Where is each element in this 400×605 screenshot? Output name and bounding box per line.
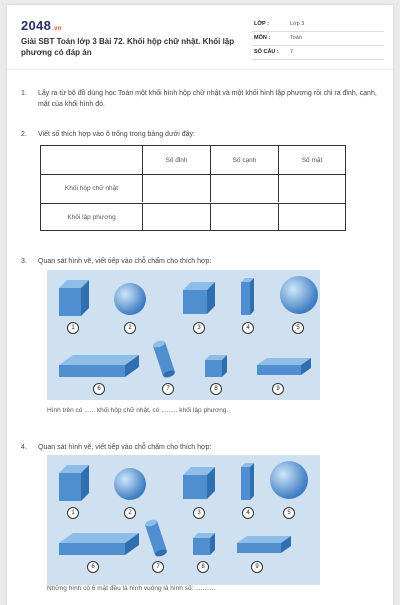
sphere-shape: [269, 460, 309, 500]
meta-value: Lớp 3: [290, 21, 305, 27]
figure-label: 9: [272, 383, 284, 395]
figure-label: 7: [152, 561, 164, 573]
table-cell-input[interactable]: [143, 175, 211, 202]
question-number: 4.: [21, 444, 27, 451]
flat-cuboid-shape: [59, 355, 139, 379]
cylinder-shape: [143, 519, 169, 561]
question-text: Quan sát hình vẽ, viết tiếp vào chỗ chấm cho thích hợp:: [38, 258, 212, 265]
figure-label: 1: [67, 322, 79, 334]
table-header-row: [41, 146, 345, 174]
meta-key: SỐ CÂU :: [254, 49, 279, 55]
table-cell-input[interactable]: [211, 175, 279, 202]
question-text: Quan sát hình vẽ, viết tiếp vào chỗ chấm cho thích hợp:: [38, 444, 212, 451]
question-3-answer-line[interactable]: Hình trên có ...... khối hộp chữ nhật, có ......... khối lập phương.: [47, 407, 229, 414]
table-row: [41, 203, 345, 231]
meta-key: LỚP :: [254, 21, 269, 27]
sphere-shape: [113, 282, 147, 316]
figure-label: 9: [251, 561, 263, 573]
cube-shape: [183, 282, 217, 316]
question-text: Lấy ra từ bộ đồ dùng học Toán một khối hình hộp chữ nhật và một khối hình lập phương rồi chỉ ra đỉnh, cạnh, mặt của khối hình đó.: [38, 90, 377, 108]
meta-value: Toán: [290, 35, 302, 41]
cuboid-shape: [59, 465, 91, 503]
table-cell: Khối hộp chữ nhật: [41, 175, 143, 202]
small-cube-shape: [205, 355, 229, 379]
sphere-shape: [279, 275, 319, 315]
tall-cuboid-shape: [241, 278, 255, 316]
figure-label: 1: [67, 507, 79, 519]
tall-cuboid-shape: [241, 463, 255, 501]
table-header-cell: Số mặt: [301, 156, 323, 164]
small-cube-shape: [193, 533, 217, 557]
header-divider: [7, 69, 393, 70]
logo-suffix: .vn: [52, 26, 62, 32]
figure-label: 2: [124, 322, 136, 334]
question-number: 2.: [21, 131, 27, 138]
question-text: Viết số thích hợp vào ô trống trong bảng dưới đây:: [38, 131, 195, 138]
figure-label: 4: [242, 507, 254, 519]
figure-label: 5: [292, 322, 304, 334]
question-number: 3.: [21, 258, 27, 265]
cube-shape: [183, 467, 217, 501]
cylinder-shape: [151, 340, 177, 382]
figure-label: 3: [193, 322, 205, 334]
shapes-figure-1: [47, 270, 320, 400]
flat-cuboid-shape: [257, 358, 312, 376]
meta-row-count: [252, 46, 384, 60]
shapes-figure-2: [47, 455, 320, 585]
table-cell-input[interactable]: [211, 204, 279, 231]
figure-label: 4: [242, 322, 254, 334]
table-row: [41, 174, 345, 202]
figure-label: 8: [197, 561, 209, 573]
answer-table: [40, 145, 346, 231]
sphere-shape: [113, 467, 147, 501]
figure-label: 7: [162, 383, 174, 395]
question-number: 1.: [21, 90, 27, 97]
table-header-cell: [41, 146, 143, 174]
figure-label: 3: [193, 507, 205, 519]
table-cell-input[interactable]: [279, 204, 345, 231]
cuboid-shape: [59, 280, 91, 318]
meta-row-subject: [252, 32, 384, 46]
flat-cuboid-shape: [59, 533, 139, 557]
meta-key: MÔN :: [254, 35, 271, 41]
table-header-cell: Số đỉnh: [143, 146, 211, 174]
figure-label: 6: [87, 561, 99, 573]
site-logo[interactable]: [21, 18, 62, 33]
document-page: [7, 5, 393, 605]
table-cell: Khối lập phương: [41, 204, 143, 231]
figure-label: 6: [93, 383, 105, 395]
figure-label: 5: [283, 507, 295, 519]
meta-panel: [252, 18, 384, 60]
figure-label: 8: [210, 383, 222, 395]
logo-text: 2048: [21, 18, 52, 33]
flat-cuboid-shape: [237, 536, 292, 554]
table-cell-input[interactable]: [143, 204, 211, 231]
meta-row-grade: [252, 18, 384, 32]
question-4-answer-line[interactable]: Những hình có 6 mặt đều là hình vuông là hình số: ...........: [47, 585, 216, 592]
figure-label: 2: [124, 507, 136, 519]
table-cell-input[interactable]: [279, 175, 345, 202]
table-header-cell: Số cạnh: [211, 146, 279, 174]
page-title: Giải SBT Toán lớp 3 Bài 72. Khối hộp chữ nhật. Khối lập phương có đáp án: [21, 37, 235, 57]
meta-value: 7: [290, 49, 294, 55]
